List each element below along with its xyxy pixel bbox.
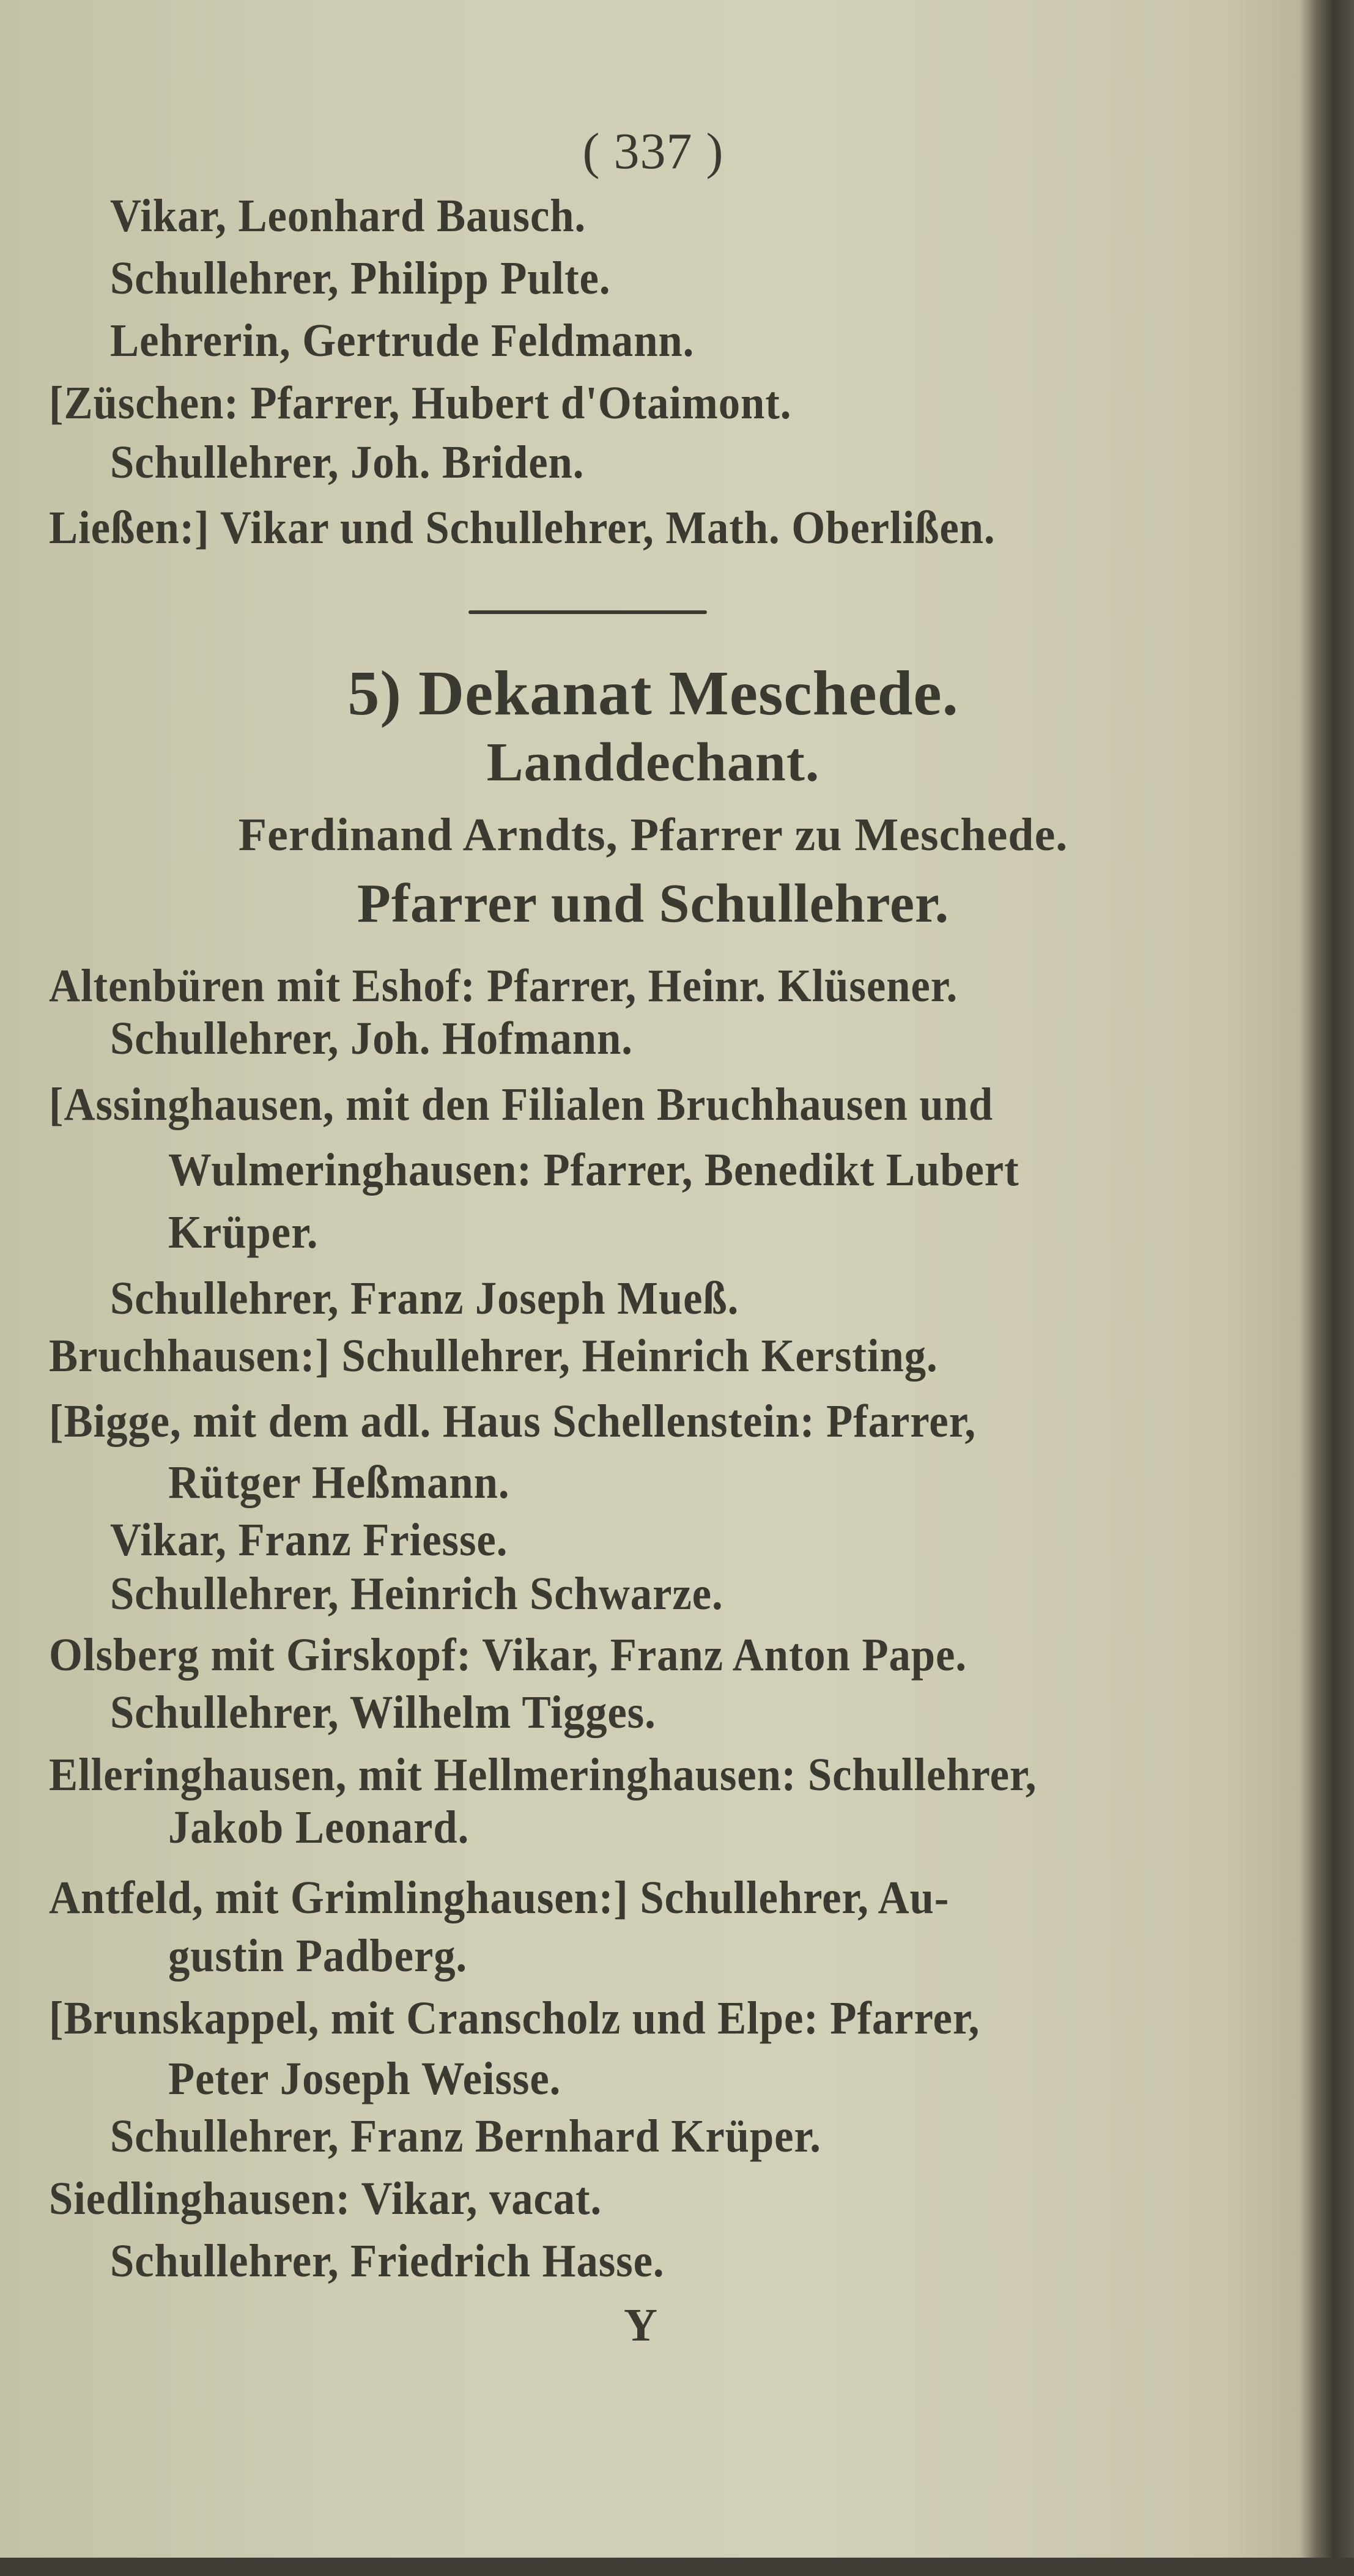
entry-line: Wulmeringhausen: Pfarrer, Benedikt Lubert [168,1144,1019,1196]
section-title: 5) Dekanat Meschede. [347,658,959,728]
entry-line: [Brunskappel, mit Cranscholz und Elpe: Pfarrer, [49,1993,980,2044]
text-line: Lehrerin, Gertrude Feldmann. [110,315,695,366]
text-line: Ließen:] Vikar und Schullehrer, Math. Oberlißen. [49,502,996,553]
text-line: Vikar, Leonhard Bausch. [110,190,586,242]
entry-line: Vikar, Franz Friesse. [110,1514,508,1566]
entry-line: [Bigge, mit dem adl. Haus Schellenstein: Pfarrer, [49,1396,976,1447]
entry-line: Rütger Heßmann. [168,1457,510,1508]
text-line: [Züschen: Pfarrer, Hubert d'Otaimont. [49,377,792,429]
section-divider [468,610,707,614]
entry-line: Krüper. [168,1207,319,1258]
entry-line: Schullehrer, Joh. Hofmann. [110,1013,633,1064]
entry-line: Olsberg mit Girskopf: Vikar, Franz Anton Pape. [49,1629,967,1681]
entry-line: Altenbüren mit Eshof: Pfarrer, Heinr. Klüsener. [49,960,958,1012]
text-line: Schullehrer, Joh. Briden. [110,437,585,488]
entry-line: Schullehrer, Wilhelm Tigges. [110,1687,656,1738]
entry-line: Schullehrer, Friedrich Hasse. [110,2235,665,2287]
entry-line: [Assinghausen, mit den Filialen Bruchhausen und [49,1079,994,1130]
dean-line: Ferdinand Arndts, Pfarrer zu Meschede. [238,809,1068,861]
signature-mark: Y [624,2300,658,2351]
entry-line: gustin Padberg. [168,1930,468,1982]
page-number: ( 337 ) [582,123,724,180]
section-subheading: Pfarrer und Schullehrer. [357,873,950,934]
entry-line: Peter Joseph Weisse. [168,2053,561,2104]
entry-line: Bruchhausen:] Schullehrer, Heinrich Kersting. [49,1330,938,1382]
entry-line: Elleringhausen, mit Hellmeringhausen: Schullehrer, [49,1749,1037,1801]
section-subtitle: Landdechant. [486,732,820,793]
entry-line: Jakob Leonard. [168,1802,470,1853]
entry-line: Antfeld, mit Grimlinghausen:] Schullehrer, Au- [49,1872,950,1923]
page-bottom-edge [0,2558,1354,2576]
entry-line: Siedlinghausen: Vikar, vacat. [49,2173,602,2224]
text-line: Schullehrer, Philipp Pulte. [110,253,611,304]
entry-line: Schullehrer, Franz Joseph Mueß. [110,1273,739,1324]
entry-line: Schullehrer, Heinrich Schwarze. [110,1568,723,1619]
entry-line: Schullehrer, Franz Bernhard Krüper. [110,2111,821,2162]
